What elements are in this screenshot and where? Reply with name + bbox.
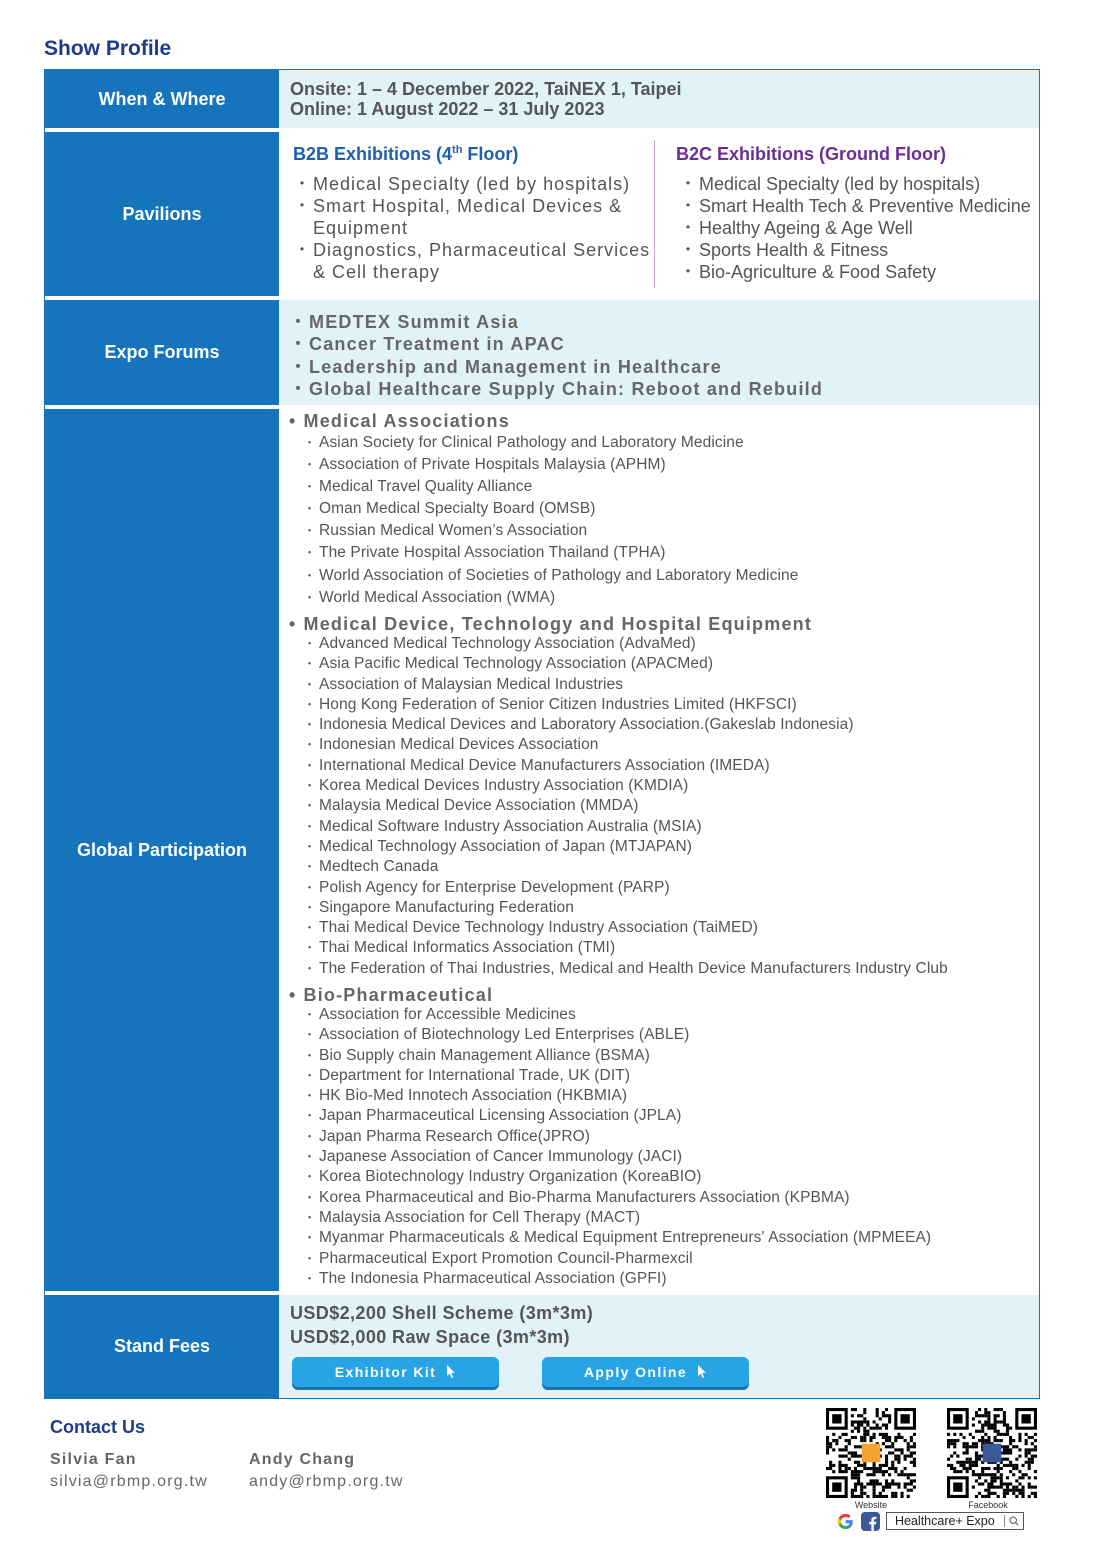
contact-name: Silvia Fan (50, 1451, 137, 1468)
list-item: ・ Japanese Association of Cancer Immunology (JACI) (306, 1147, 931, 1167)
list-item: ・ Association for Accessible Medicines (306, 1005, 931, 1025)
list-item: ・ Japan Pharma Research Office(JPRO) (306, 1127, 931, 1147)
search-text: Healthcare+ Expo (895, 1514, 995, 1528)
contact-email-link[interactable]: silvia@rbmp.org.tw (50, 1473, 208, 1490)
row-global-participation (45, 409, 1039, 1291)
list-item: ・ Leadership and Management in Healthcare (293, 356, 823, 378)
group-heading: • Medical Device, Technology and Hospital Equipment (289, 614, 948, 635)
list-item: ・ Association of Biotechnology Led Enterprises (ABLE) (306, 1025, 931, 1045)
row-label-stand-fees: Stand Fees (45, 1295, 279, 1398)
list-item: ・ Korea Medical Devices Industry Association (KMDIA) (306, 776, 948, 796)
forum-list (293, 311, 823, 400)
list-item: ・ World Medical Association (WMA) (306, 587, 798, 609)
b2c-heading: B2C Exhibitions (Ground Floor) (676, 144, 946, 164)
list-item: ・ The Indonesia Pharmaceutical Association (GPFI) (306, 1269, 931, 1289)
social-search-bar (836, 1510, 1024, 1532)
button-label: Exhibitor Kit (334, 1364, 437, 1380)
online-dates: Online: 1 August 2022 – 31 July 2023 (290, 99, 605, 119)
website-qr-code-icon[interactable] (826, 1408, 916, 1498)
list-item: ・ Bio-Agriculture & Food Safety (679, 261, 1039, 283)
group-medical-device (289, 614, 948, 979)
contact-email-link[interactable]: andy@rbmp.org.tw (249, 1473, 404, 1490)
list-item: ・ HK Bio-Med Innotech Association (HKBMIA) (306, 1086, 931, 1106)
show-profile-table (44, 69, 1040, 1399)
group-medical-associations (289, 411, 798, 609)
group-list (289, 634, 948, 979)
list-item: ・ Myanmar Pharmaceuticals & Medical Equipment Entrepreneurs' Association (MPMEEA) (306, 1228, 931, 1248)
list-item: ・ Smart Hospital, Medical Devices & Equipment (293, 195, 653, 239)
group-heading: • Medical Associations (289, 411, 798, 432)
pavilions-content (279, 132, 1039, 296)
apply-online-button[interactable] (542, 1357, 749, 1387)
row-stand-fees (45, 1295, 1039, 1398)
list-item: ・ Global Healthcare Supply Chain: Reboot and Rebuild (293, 378, 823, 400)
facebook-qr-code-icon[interactable] (947, 1408, 1037, 1498)
list-item: ・ MEDTEX Summit Asia (293, 311, 823, 333)
row-when-where (45, 70, 1039, 128)
list-item: ・ Medical Specialty (led by hospitals) (293, 173, 653, 195)
list-item: ・ World Association of Societies of Pathology and Laboratory Medicine (306, 565, 798, 587)
qr-facebook-label: Facebook (968, 1500, 1008, 1510)
list-item: ・ The Federation of Thai Industries, Medical and Health Device Manufacturers Industry Club (306, 959, 948, 979)
b2c-list (679, 173, 1039, 283)
row-label-expo-forums: Expo Forums (45, 300, 279, 405)
row-label-global-participation: Global Participation (45, 409, 279, 1291)
list-item: ・ Japan Pharmaceutical Licensing Association (JPLA) (306, 1106, 931, 1126)
list-item: ・ Medical Software Industry Association Australia (MSIA) (306, 817, 948, 837)
list-item: ・ Department for International Trade, UK (DIT) (306, 1066, 931, 1086)
cursor-icon (446, 1365, 456, 1379)
pavilion-divider (654, 140, 655, 288)
row-expo-forums (45, 300, 1039, 405)
b2b-list (293, 173, 653, 283)
list-item: ・ Singapore Manufacturing Federation (306, 898, 948, 918)
list-item: ・ Association of Malaysian Medical Industries (306, 675, 948, 695)
search-divider (1004, 1515, 1005, 1527)
group-heading: • Bio-Pharmaceutical (289, 985, 931, 1006)
list-item: ・ Asia Pacific Medical Technology Association (APACMed) (306, 654, 948, 674)
list-item: ・ Smart Health Tech & Preventive Medicine (679, 195, 1039, 217)
search-box[interactable] (886, 1512, 1024, 1530)
google-icon (836, 1512, 855, 1531)
list-item: ・ Healthy Ageing & Age Well (679, 217, 1039, 239)
list-item: ・ Advanced Medical Technology Association (AdvaMed) (306, 634, 948, 654)
list-item: ・ Korea Pharmaceutical and Bio-Pharma Manufacturers Association (KPBMA) (306, 1188, 931, 1208)
list-item: ・ Medical Technology Association of Japan (MTJAPAN) (306, 837, 948, 857)
facebook-icon (861, 1512, 880, 1531)
list-item: ・ Diagnostics, Pharmaceutical Services & Cell therapy (293, 239, 653, 283)
row-pavilions (45, 132, 1039, 296)
list-item: ・ Bio Supply chain Management Alliance (BSMA) (306, 1046, 931, 1066)
global-content (279, 409, 1039, 1291)
button-label: Apply Online (583, 1364, 688, 1380)
list-item: ・ Thai Medical Device Technology Industry Association (TaiMED) (306, 918, 948, 938)
list-item: ・ Medical Specialty (led by hospitals) (679, 173, 1039, 195)
list-item: ・ Indonesia Medical Devices and Laboratory Association.(Gakeslab Indonesia) (306, 715, 948, 735)
onsite-dates: Onsite: 1 – 4 December 2022, TaiNEX 1, Taipei (290, 79, 682, 99)
list-item: ・ Medical Travel Quality Alliance (306, 476, 798, 498)
list-item: ・ Cancer Treatment in APAC (293, 333, 823, 355)
list-item: ・ Sports Health & Fitness (679, 239, 1039, 261)
list-item: ・ Hong Kong Federation of Senior Citizen Industries Limited (HKFSCI) (306, 695, 948, 715)
contact-title: Contact Us (50, 1417, 146, 1437)
list-item: ・ Thai Medical Informatics Association (TMI) (306, 938, 948, 958)
group-list (289, 432, 798, 609)
search-icon[interactable] (1009, 1516, 1019, 1526)
list-item: ・ Polish Agency for Enterprise Development (PARP) (306, 878, 948, 898)
when-where-content (279, 70, 1039, 128)
list-item: ・ The Private Hospital Association Thailand (TPHA) (306, 542, 798, 564)
list-item: ・ Asian Society for Clinical Pathology and Laboratory Medicine (306, 432, 798, 454)
cursor-icon (697, 1365, 707, 1379)
list-item: ・ Medtech Canada (306, 857, 948, 877)
page-title: Show Profile (44, 37, 172, 60)
b2b-heading: B2B Exhibitions (4th Floor) (293, 144, 519, 164)
list-item: ・ Indonesian Medical Devices Association (306, 735, 948, 755)
list-item: ・ Pharmaceutical Export Promotion Council-Pharmexcil (306, 1249, 931, 1269)
list-item: ・ Malaysia Association for Cell Therapy (MACT) (306, 1208, 931, 1228)
exhibitor-kit-button[interactable] (292, 1357, 499, 1387)
list-item: ・ Malaysia Medical Device Association (MMDA) (306, 796, 948, 816)
row-label-when-where: When & Where (45, 70, 279, 128)
group-bio-pharmaceutical (289, 985, 931, 1289)
list-item: ・ Russian Medical Women’s Association (306, 520, 798, 542)
forums-content (279, 300, 1039, 405)
contact-name: Andy Chang (249, 1451, 356, 1468)
group-list (289, 1005, 931, 1289)
list-item: ・ Oman Medical Specialty Board (OMSB) (306, 498, 798, 520)
row-label-pavilions: Pavilions (45, 132, 279, 296)
list-item: ・ Korea Biotechnology Industry Organization (KoreaBIO) (306, 1167, 931, 1187)
list-item: ・ Association of Private Hospitals Malaysia (APHM) (306, 454, 798, 476)
raw-space-fee: USD$2,000 Raw Space (3m*3m) (290, 1327, 570, 1347)
shell-scheme-fee: USD$2,200 Shell Scheme (3m*3m) (290, 1303, 594, 1323)
list-item: ・ International Medical Device Manufacturers Association (IMEDA) (306, 756, 948, 776)
fees-content (279, 1295, 1039, 1398)
qr-website-label: Website (854, 1500, 888, 1510)
